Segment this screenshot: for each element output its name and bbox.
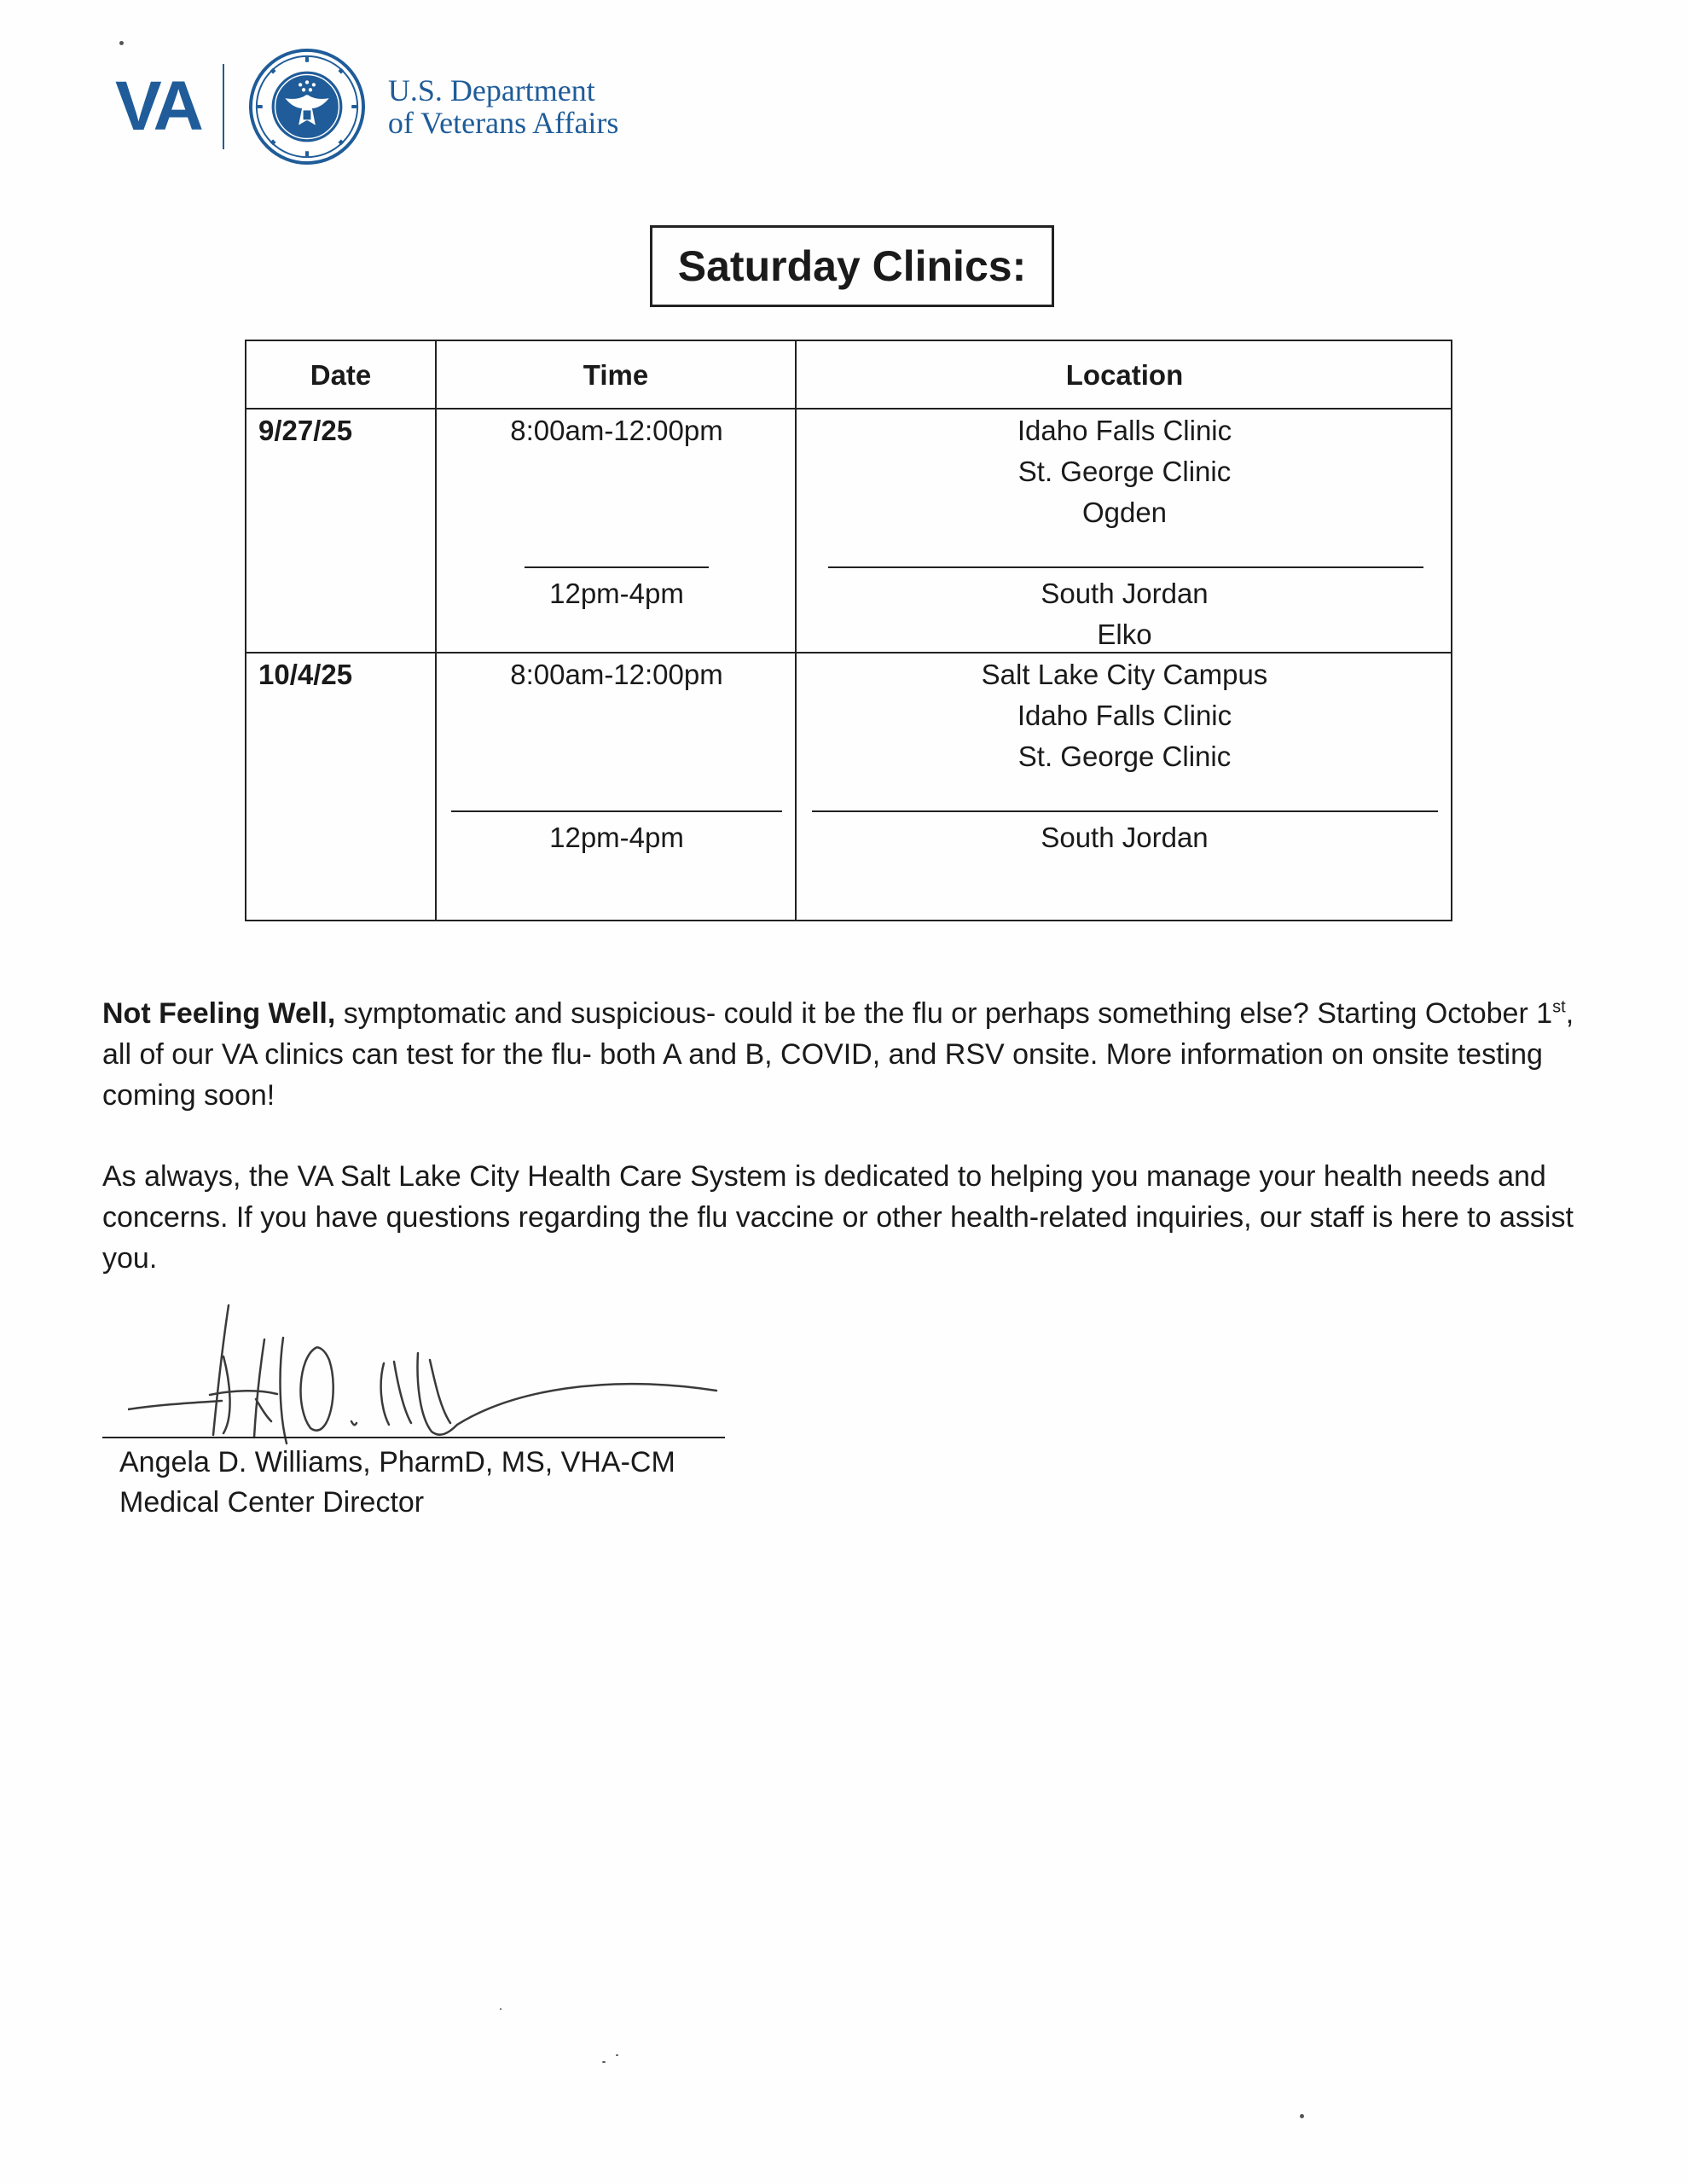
row-time [437, 573, 797, 614]
row-time [437, 817, 797, 858]
page-title: Saturday Clinics: [650, 225, 1054, 307]
ordinal-suffix: st [1552, 997, 1566, 1017]
va-logo: VA [115, 67, 200, 145]
flu-testing-paragraph [102, 993, 1591, 1116]
paragraph-text: symptomatic and suspicious- could it be the flu or perhaps something else? Starting October 1 [335, 997, 1553, 1030]
header-date: Date [310, 359, 372, 391]
paragraph-text: , all of our VA clinics can test for the flu- both A and B, COVID, and RSV onsite. More information on onsite testing coming soon! [102, 997, 1574, 1112]
header-time: Time [583, 359, 649, 391]
location-item: Salt Lake City Campus [981, 659, 1268, 690]
signatory-name: Angela D. Williams, PharmD, MS, VHA-CM [119, 1446, 675, 1478]
speck [119, 41, 124, 45]
row-time [437, 410, 797, 451]
signatory-title: Medical Center Director [119, 1486, 425, 1519]
time-slot: 12pm-4pm [549, 822, 684, 853]
time-block-separator [451, 810, 782, 812]
row-locations [797, 573, 1452, 655]
location-block-separator [812, 810, 1438, 812]
letterhead [115, 43, 618, 171]
row-date: 9/27/25 [258, 415, 353, 446]
time-slot: 12pm-4pm [549, 578, 684, 609]
letterhead-divider [223, 64, 224, 149]
location-block-separator [828, 566, 1423, 568]
row-locations [797, 410, 1452, 533]
location-item: St. George Clinic [1017, 456, 1232, 487]
signature-line [102, 1437, 725, 1438]
location-item: Ogden [1081, 497, 1168, 528]
location-item: South Jordan [1041, 578, 1209, 609]
department-name-line-1: U.S. Department [387, 73, 595, 107]
speck [616, 2054, 618, 2056]
va-seal-icon [248, 48, 366, 166]
time-slot: 8:00am-12:00pm [510, 659, 723, 690]
paragraph-lead: Not Feeling Well, [102, 997, 336, 1030]
row-time [437, 654, 797, 695]
header-location: Location [1065, 359, 1184, 391]
time-slot: 8:00am-12:00pm [510, 415, 723, 446]
speck [602, 2061, 606, 2063]
time-block-separator [525, 566, 709, 568]
speck [1300, 2114, 1304, 2118]
speck [500, 2008, 501, 2010]
location-item: South Jordan [1041, 822, 1209, 853]
location-item: Idaho Falls Clinic [1017, 700, 1232, 731]
location-item: St. George Clinic [1017, 741, 1232, 772]
location-item: Elko [1097, 619, 1152, 650]
location-item: Idaho Falls Clinic [1017, 415, 1232, 446]
department-name-line-2: of Veterans Affairs [387, 106, 619, 140]
row-locations [797, 817, 1452, 858]
row-locations [797, 654, 1452, 777]
row-date: 10/4/25 [258, 659, 353, 690]
schedule-table [245, 340, 1452, 921]
handwritten-signature [128, 1288, 725, 1450]
closing-paragraph: As always, the VA Salt Lake City Health Care System is dedicated to helping you manage your health needs and concerns. If you have questions regarding the flu vaccine or other health-related inquiries, our staff is here to assist you. [102, 1160, 1574, 1275]
department-name [388, 74, 619, 139]
